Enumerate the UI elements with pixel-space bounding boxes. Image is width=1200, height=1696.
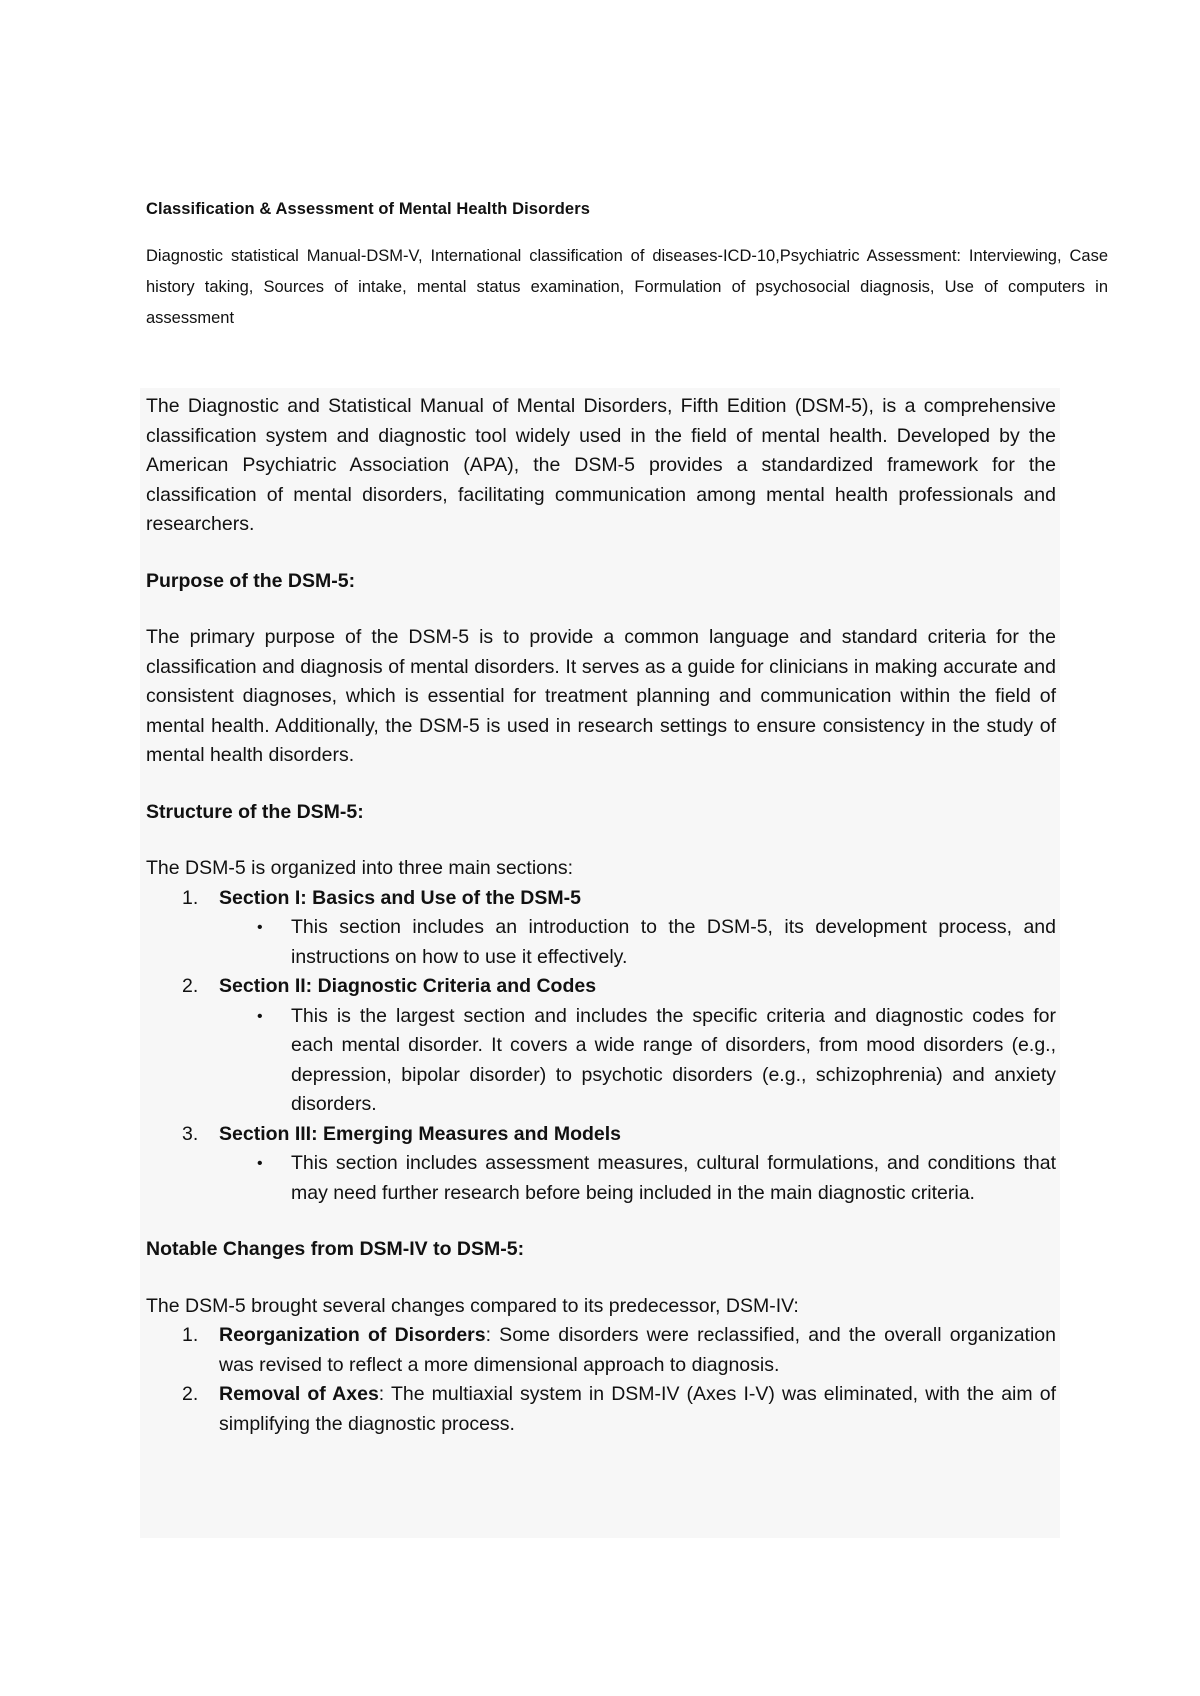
list-number: 1.	[182, 886, 199, 909]
syllabus-text: Diagnostic statistical Manual-DSM-V, International classification of diseases-ICD-10,Psychiatric Assessment: Interviewing, Case history taking, Sources of intake, mental status examination, Formulation of psychosocial diagnosis, Use of computers in assessment	[146, 247, 1108, 327]
list-number: 1.	[182, 1324, 199, 1346]
bullet-list	[219, 1149, 1056, 1208]
section-title: Section II: Diagnostic Criteria and Codes	[219, 975, 597, 997]
changes-heading: Notable Changes from DSM-IV to DSM-5:	[146, 1238, 525, 1260]
bullet-text: This is the largest section and includes the specific criteria and diagnostic codes for each mental disorder. It covers a wide range of disorders, from mood disorders (e.g., depression, bipolar disorder) to psychotic disorders (e.g., schizophrenia) and anxiety disorders.	[291, 1004, 1056, 1115]
changes-intro: The DSM-5 brought several changes compared to its predecessor, DSM-IV:	[146, 1294, 799, 1317]
change-text: : Some disorders were reclassified, and the overall organization was revised to reflect a more dimensional approach to diagnosis.	[219, 1324, 1056, 1376]
list-number: 2.	[182, 1383, 199, 1405]
list-number: 2.	[182, 975, 199, 997]
bullet-list	[219, 913, 1056, 972]
bullet-icon: •	[257, 1007, 263, 1025]
list-number: 3.	[182, 1122, 199, 1145]
header-block	[146, 200, 1108, 334]
list-item	[146, 1120, 1056, 1209]
list-item	[146, 1380, 1056, 1439]
bullet-item	[219, 1002, 1056, 1120]
section-title: Section III: Emerging Measures and Models	[219, 1122, 622, 1145]
structure-intro: The DSM-5 is organized into three main sections:	[146, 857, 574, 879]
list-item	[146, 972, 1056, 1120]
purpose-paragraph: The primary purpose of the DSM-5 is to provide a common language and standard criteria for the classification and diagnosis of mental disorders. It serves as a guide for clinicians in making accurate and consistent diagnoses, which is essential for treatment planning and communication within the field of mental health. Additionally, the DSM-5 is used in research settings to ensure consistency in the study of mental health disorders.	[146, 626, 1056, 766]
bullet-item	[219, 1149, 1056, 1208]
intro-paragraph: The Diagnostic and Statistical Manual of Mental Disorders, Fifth Edition (DSM-5), is a comprehensive classification system and diagnostic tool widely used in the field of mental health. Developed by the American Psychiatric Association (APA), the DSM-5 provides a standardized framework for the classification of mental disorders, facilitating communication among mental health professionals and researchers.	[146, 395, 1056, 535]
document-title: Classification & Assessment of Mental Health Disorders	[146, 200, 590, 218]
changes-list	[146, 1321, 1056, 1439]
bullet-icon: •	[257, 919, 263, 936]
bullet-list	[219, 1002, 1056, 1120]
structure-heading: Structure of the DSM-5:	[146, 800, 364, 823]
list-item	[146, 884, 1056, 973]
section-title: Section I: Basics and Use of the DSM-5	[219, 886, 581, 909]
bullet-icon: •	[257, 1155, 263, 1172]
change-text: : The multiaxial system in DSM-IV (Axes I-V) was eliminated, with the aim of simplifying the diagnostic process.	[219, 1383, 1056, 1435]
purpose-heading: Purpose of the DSM-5:	[146, 569, 356, 592]
structure-section-list	[146, 884, 1056, 1209]
change-label: Removal of Axes	[219, 1383, 379, 1405]
list-item	[146, 1321, 1056, 1380]
change-label: Reorganization of Disorders	[219, 1324, 486, 1346]
bullet-text: This section includes an introduction to the DSM-5, its development process, and instructions on how to use it effectively.	[291, 916, 1056, 968]
main-content	[146, 392, 1056, 1439]
bullet-text: This section includes assessment measures, cultural formulations, and conditions that may need further research before being included in the main diagnostic criteria.	[291, 1152, 1056, 1204]
bullet-item	[219, 913, 1056, 972]
